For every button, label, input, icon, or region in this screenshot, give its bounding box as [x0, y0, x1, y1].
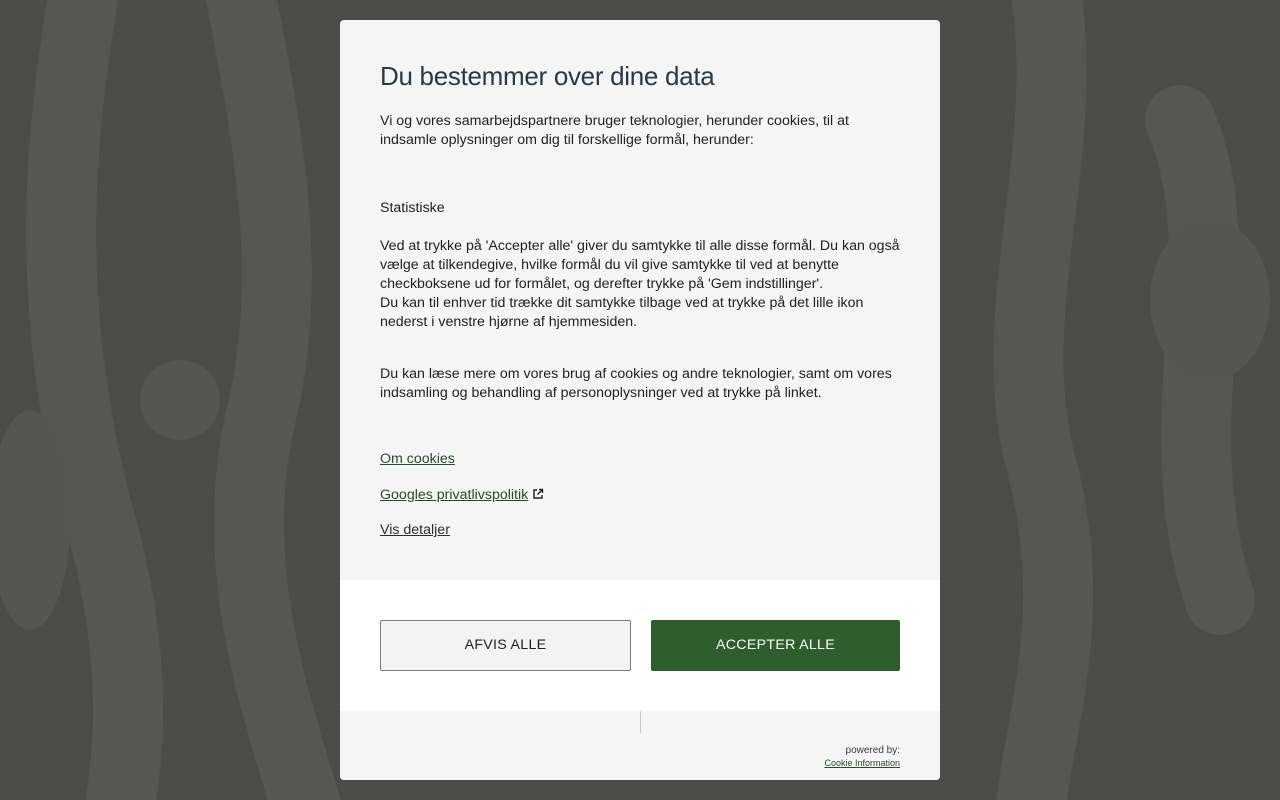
cookie-consent-dialog	[340, 20, 940, 780]
powered-by-label: powered by:	[845, 745, 900, 756]
intro-text: Vi og vores samarbejdspartnere bruger teknologier, herunder cookies, til at indsamle oplysninger om dig til forskellige formål, herunder:	[380, 113, 849, 148]
button-bar	[340, 580, 940, 711]
cookie-information-link[interactable]: Cookie Information	[824, 758, 900, 768]
read-more-text: Du kan læse mere om vores brug af cookies og andre teknologier, samt om vores indsamling og behandling af personoplysninger ved at trykke på linket.	[380, 366, 892, 401]
show-details-link[interactable]: Vis detaljer	[380, 522, 450, 538]
google-privacy-link[interactable]	[380, 486, 544, 505]
purpose-statistics: Statistiske	[380, 200, 445, 216]
footer-divider	[640, 711, 641, 733]
accept-all-button[interactable]: ACCEPTER ALLE	[651, 620, 900, 671]
about-cookies-link[interactable]: Om cookies	[380, 451, 455, 467]
dialog-footer	[340, 711, 940, 780]
dialog-title: Du bestemmer over dine data	[380, 61, 715, 91]
withdraw-consent-text: Du kan til enhver tid trække dit samtykke tilbage ved at trykke på det lille ikon nederst i venstre hjørne af hjemmesiden.	[380, 295, 864, 330]
consent-text: Ved at trykke på 'Accepter alle' giver du samtykke til alle disse formål. Du kan også vælge at tilkendegive, hvilke formål du vil give samtykke til ved at benytte checkboksene ud for formålet, og derefter trykke på 'Gem indstillinger'.	[380, 238, 900, 292]
reject-all-button[interactable]: AFVIS ALLE	[380, 620, 631, 671]
external-link-icon	[532, 488, 544, 500]
google-privacy-link-label: Googles privatlivspolitik	[380, 487, 529, 503]
